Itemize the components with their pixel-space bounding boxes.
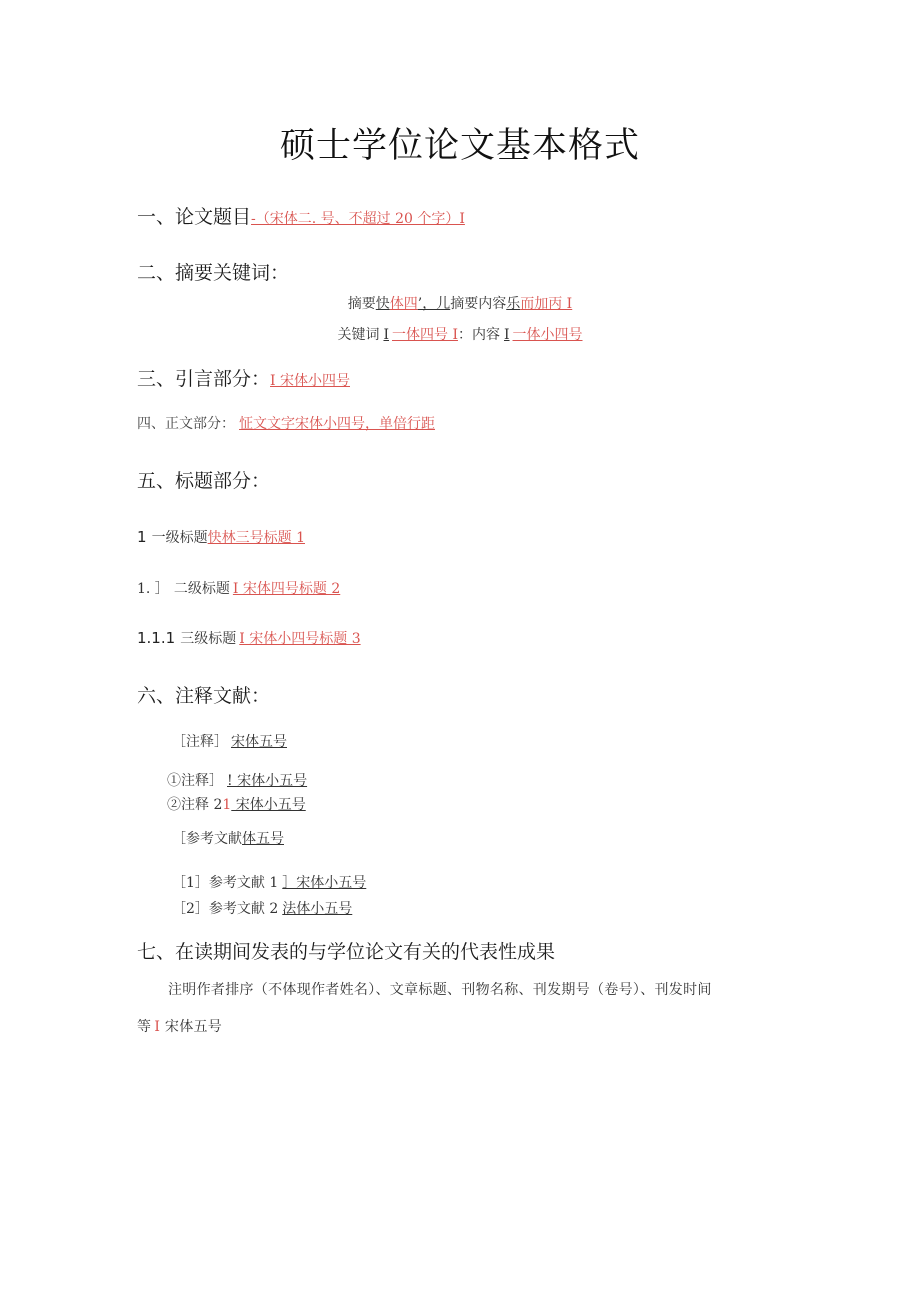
section-7-line-1: 注明作者排序（不体现作者姓名）、文章标题、刊物名称、刊发期号（卷号）、刊发时间 <box>168 982 712 998</box>
abstract-fmt-5: 而加丙 I <box>520 296 573 312</box>
notes-head-label: ［注释］ <box>172 734 228 750</box>
keywords-label: 关键词 <box>337 327 380 343</box>
section-4-note: 怔文文字宋体小四号，单倍行距 <box>239 416 435 432</box>
refs-head <box>172 828 284 848</box>
ref-1-format: ］宋体小五号 <box>282 875 367 891</box>
note-2-mark: 1 <box>222 797 232 813</box>
level-2-number: 1. ］ <box>137 581 169 597</box>
abstract-line <box>0 293 920 313</box>
heading-level-1 <box>137 527 305 547</box>
keywords-fmt-1: 一体四号 I <box>392 327 458 343</box>
level-1-label: 一级标题 <box>151 530 208 546</box>
ref-1-label: ［1］参考文献 1 <box>172 875 279 891</box>
abstract-fmt-2: 体四 <box>389 296 418 312</box>
section-7-heading: 七、在读期间发表的与学位论文有关的代表性成果 <box>137 941 556 963</box>
notes-head-format: 宋体五号 <box>231 734 287 750</box>
refs-head-format: 体五号 <box>242 831 284 847</box>
note-item-1 <box>167 770 307 790</box>
ref-item-2 <box>172 898 352 918</box>
section-4 <box>137 413 435 433</box>
note-item-2 <box>167 794 306 814</box>
section-5-heading: 五、标题部分： <box>137 470 271 492</box>
keywords-content: ：内容 <box>457 327 500 343</box>
abstract-fmt-4: 乐 <box>506 296 521 312</box>
section-3 <box>137 364 350 391</box>
section-3-heading: 三、引言部分： <box>137 368 271 390</box>
level-2-label: 二级标题 <box>173 581 230 597</box>
section-4-heading: 四、正文部分： <box>137 416 235 432</box>
note-2-format: 宋体小五号 <box>231 797 306 813</box>
note-2-label: ②注释 2 <box>167 797 223 813</box>
level-3-label: 三级标题 <box>180 631 237 647</box>
section-1-note: -（宋体二. 号、不超过 20 个字）I <box>251 211 465 227</box>
ref-2-label: ［2］参考文献 2 <box>172 901 279 917</box>
line-2-prefix: 等 <box>137 1019 152 1035</box>
keywords-mark-1: I <box>383 327 389 343</box>
abstract-fmt-1: 快 <box>375 296 390 312</box>
section-7-line-2 <box>137 1016 222 1036</box>
heading-level-2 <box>137 578 340 598</box>
notes-head <box>172 731 287 751</box>
keywords-fmt-2: 一体小四号 <box>512 327 583 343</box>
note-1-format: ! 宋体小五号 <box>227 773 308 789</box>
note-1-label: ①注释］ <box>167 773 223 789</box>
ref-2-format: 法体小五号 <box>282 901 353 917</box>
section-2-heading: 二、摘要关键词： <box>137 262 290 284</box>
line-2-format: 宋体五号 <box>160 1019 223 1035</box>
abstract-fmt-3: ’，儿 <box>417 296 451 312</box>
level-2-note: I 宋体四号标题 2 <box>232 581 341 597</box>
section-3-note: I 宋体小四号 <box>270 373 350 389</box>
keywords-line <box>0 324 920 344</box>
refs-head-label: ［参考文献 <box>172 831 242 847</box>
section-1 <box>137 202 465 229</box>
document-title: 硕士学位论文基本格式 <box>279 126 640 166</box>
ref-item-1 <box>172 872 366 892</box>
abstract-content: 摘要内容 <box>450 296 507 312</box>
level-3-number: 1.1.1 <box>137 629 176 647</box>
line-2-mark: I <box>154 1019 161 1035</box>
heading-level-3 <box>137 628 361 648</box>
section-6-heading: 六、注释文献： <box>137 685 271 707</box>
level-1-number: 1 <box>137 528 147 546</box>
keywords-mark-2: I <box>503 327 510 343</box>
abstract-label: 摘要 <box>347 296 376 312</box>
section-1-heading: 一、论文题目 <box>137 206 252 228</box>
level-3-note: I 宋体小四号标题 3 <box>239 631 361 647</box>
level-1-note: 快林三号标题 1 <box>207 530 305 546</box>
